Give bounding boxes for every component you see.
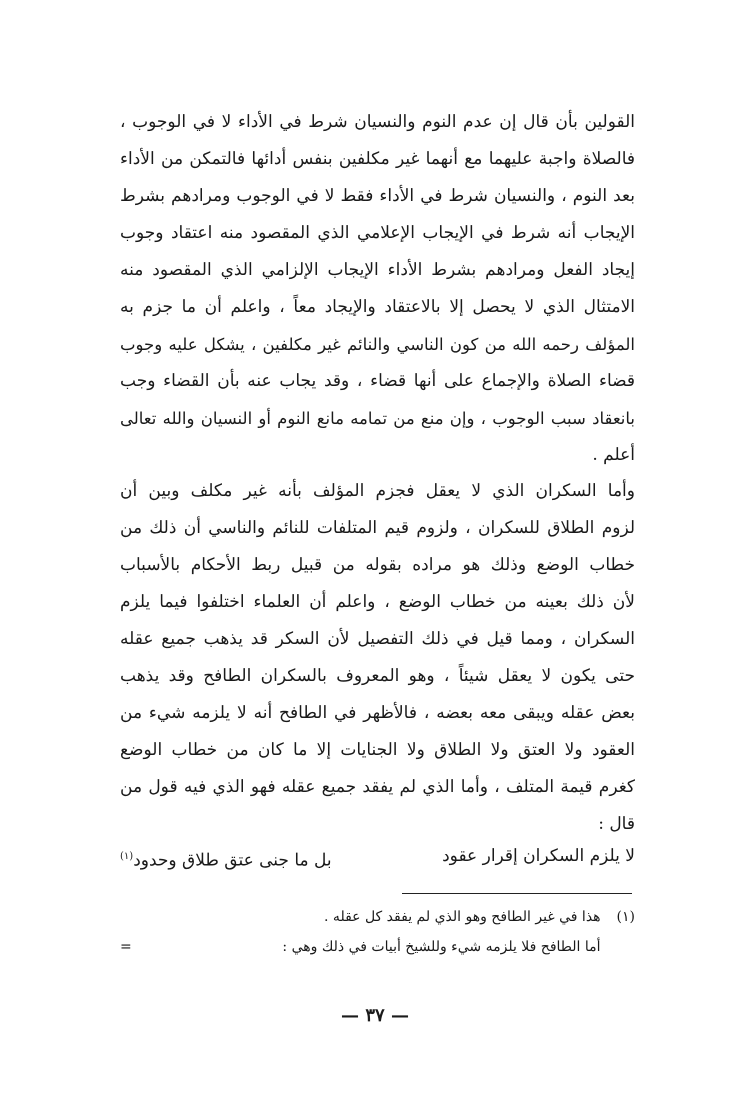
text-line: إيجاد الفعل ومرادهم بشرط الأداء الإيجاب الإلزامي الذي المقصود منه (120, 260, 635, 280)
page-number: — ٣٧ — (341, 1005, 409, 1026)
text-line: القولين بأن قال إن عدم النوم والنسيان شرط في الأداء لا في الوجوب ، (120, 112, 635, 132)
text-line: خطاب الوضع وذلك هو مراده بقوله من قبيل ربط الأحكام بالأسباب (120, 555, 635, 575)
footnote-reference: (١) (120, 851, 134, 862)
paragraph-1 (120, 104, 635, 474)
text-line: لأن ذلك بعينه من خطاب الوضع ، واعلم أن العلماء اختلفوا فيما يلزم (120, 592, 635, 612)
text-line: الإيجاب أنه شرط في الإيجاب الإعلامي الذي المقصود منه اعتقاد وجوب (120, 223, 635, 243)
text-line: قال : (598, 814, 635, 834)
verse-second-hemistich-text: بل ما جنى عتق طلاق وحدود (133, 850, 332, 871)
text-line: لزوم الطلاق للسكران ، ولزوم قيم المتلفات للنائم والناسي أن ذلك من (120, 518, 635, 538)
footnote-divider (402, 893, 632, 894)
footnote-text: هذا في غير الطافح وهو الذي لم يفقد كل عقله . (324, 909, 601, 925)
text-line: بعض عقله ويبقى معه بعضه ، فالأظهر في الطافح أنه لا يلزمه شيء من (120, 703, 635, 723)
text-line: السكران ، ومما قيل في ذلك التفصيل لأن السكر قد يذهب جميع عقله (120, 629, 635, 649)
verse-second-hemistich (120, 838, 332, 880)
text-line: كغرم قيمة المتلف ، وأما الذي لم يفقد جميع عقله فهو الذي فيه قول من (120, 777, 635, 797)
footnotes (120, 902, 635, 962)
footnote-continuation-mark: = (120, 939, 132, 955)
text-line: الامتثال الذي لا يحصل إلا بالاعتقاد والإيجاد معاً ، واعلم أن ما جزم به (120, 297, 635, 317)
text-line: بانعقاد سبب الوجوب ، وإن منع من تمامه مانع النوم أو النسيان والله تعالى (120, 409, 635, 428)
text-line: العقود ولا العتق ولا الطلاق ولا الجنايات إلا ما كان من خطاب الوضع (120, 740, 635, 760)
paragraph-2 (120, 473, 635, 843)
poem-verse (120, 838, 635, 875)
footnote-number: (١) (616, 909, 635, 925)
text-line: بعد النوم ، والنسيان شرط في الأداء فقط لا في الوجوب ومرادهم بشرط (120, 186, 635, 206)
text-line: قضاء الصلاة والإجماع على أنها قضاء ، وقد يجاب عنه بأن القضاء وجب (120, 371, 635, 391)
text-line: حتى يكون لا يعقل شيئاً ، وهو المعروف بالسكران الطافح وقد يذهب (120, 666, 635, 686)
text-line: فالصلاة واجبة عليهما مع أنهما غير مكلفين بنفس أدائها فالتمكن من الأداء (120, 149, 635, 169)
footnote-item (120, 902, 635, 932)
text-line: المؤلف رحمه الله من كون الناسي والنائم غير مكلفين ، يشكل عليه وجوب (120, 335, 635, 354)
footnote-item (120, 932, 635, 962)
verse-first-hemistich: لا يلزم السكران إقرار عقود (442, 846, 635, 866)
text-line: وأما السكران الذي لا يعقل فجزم المؤلف بأنه غير مكلف وبين أن (120, 481, 635, 501)
text-line: أعلم . (592, 445, 635, 465)
footnote-text: أما الطافح فلا يلزمه شيء وللشيخ أبيات في ذلك وهي : (282, 939, 601, 955)
